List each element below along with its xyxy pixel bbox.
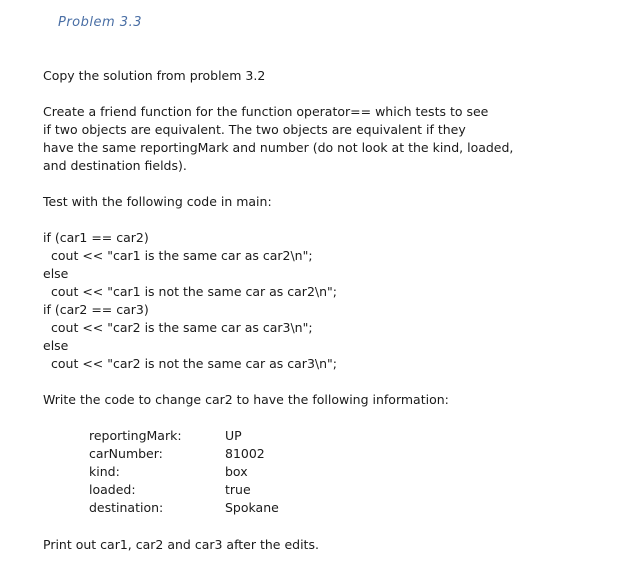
code-line: if (car1 == car2) [43, 230, 149, 245]
code-line: cout << "car1 is the same car as car2\n"; [51, 248, 313, 263]
code-line: else [43, 266, 69, 281]
car2-info-value: 81002 [225, 446, 265, 461]
description-line: if two objects are equivalent. The two objects are equivalent if they [43, 122, 466, 137]
car2-info-label: kind: [89, 464, 120, 479]
car2-info-label: loaded: [89, 482, 136, 497]
test-intro-text: Test with the following code in main: [43, 194, 272, 209]
car2-info-label: carNumber: [89, 446, 163, 461]
problem-heading: Problem 3.3 [58, 15, 142, 30]
code-line: cout << "car1 is not the same car as car2\n"; [51, 284, 337, 299]
description-line: and destination fields). [43, 158, 187, 173]
change-intro-text: Write the code to change car2 to have the following information: [43, 392, 449, 407]
code-line: cout << "car2 is the same car as car3\n"; [51, 320, 313, 335]
car2-info-value: true [225, 482, 251, 497]
code-line: if (car2 == car3) [43, 302, 149, 317]
code-line: cout << "car2 is not the same car as car3\n"; [51, 356, 337, 371]
intro-text: Copy the solution from problem 3.2 [43, 68, 266, 83]
code-line: else [43, 338, 69, 353]
car2-info-label: destination: [89, 500, 164, 515]
description-line: have the same reportingMark and number (do not look at the kind, loaded, [43, 140, 514, 155]
car2-info-value: Spokane [225, 500, 279, 515]
car2-info-value: UP [225, 428, 242, 443]
description-line: Create a friend function for the function operator== which tests to see [43, 104, 489, 119]
car2-info-value: box [225, 464, 248, 479]
closing-text: Print out car1, car2 and car3 after the edits. [43, 537, 319, 552]
car2-info-label: reportingMark: [89, 428, 182, 443]
